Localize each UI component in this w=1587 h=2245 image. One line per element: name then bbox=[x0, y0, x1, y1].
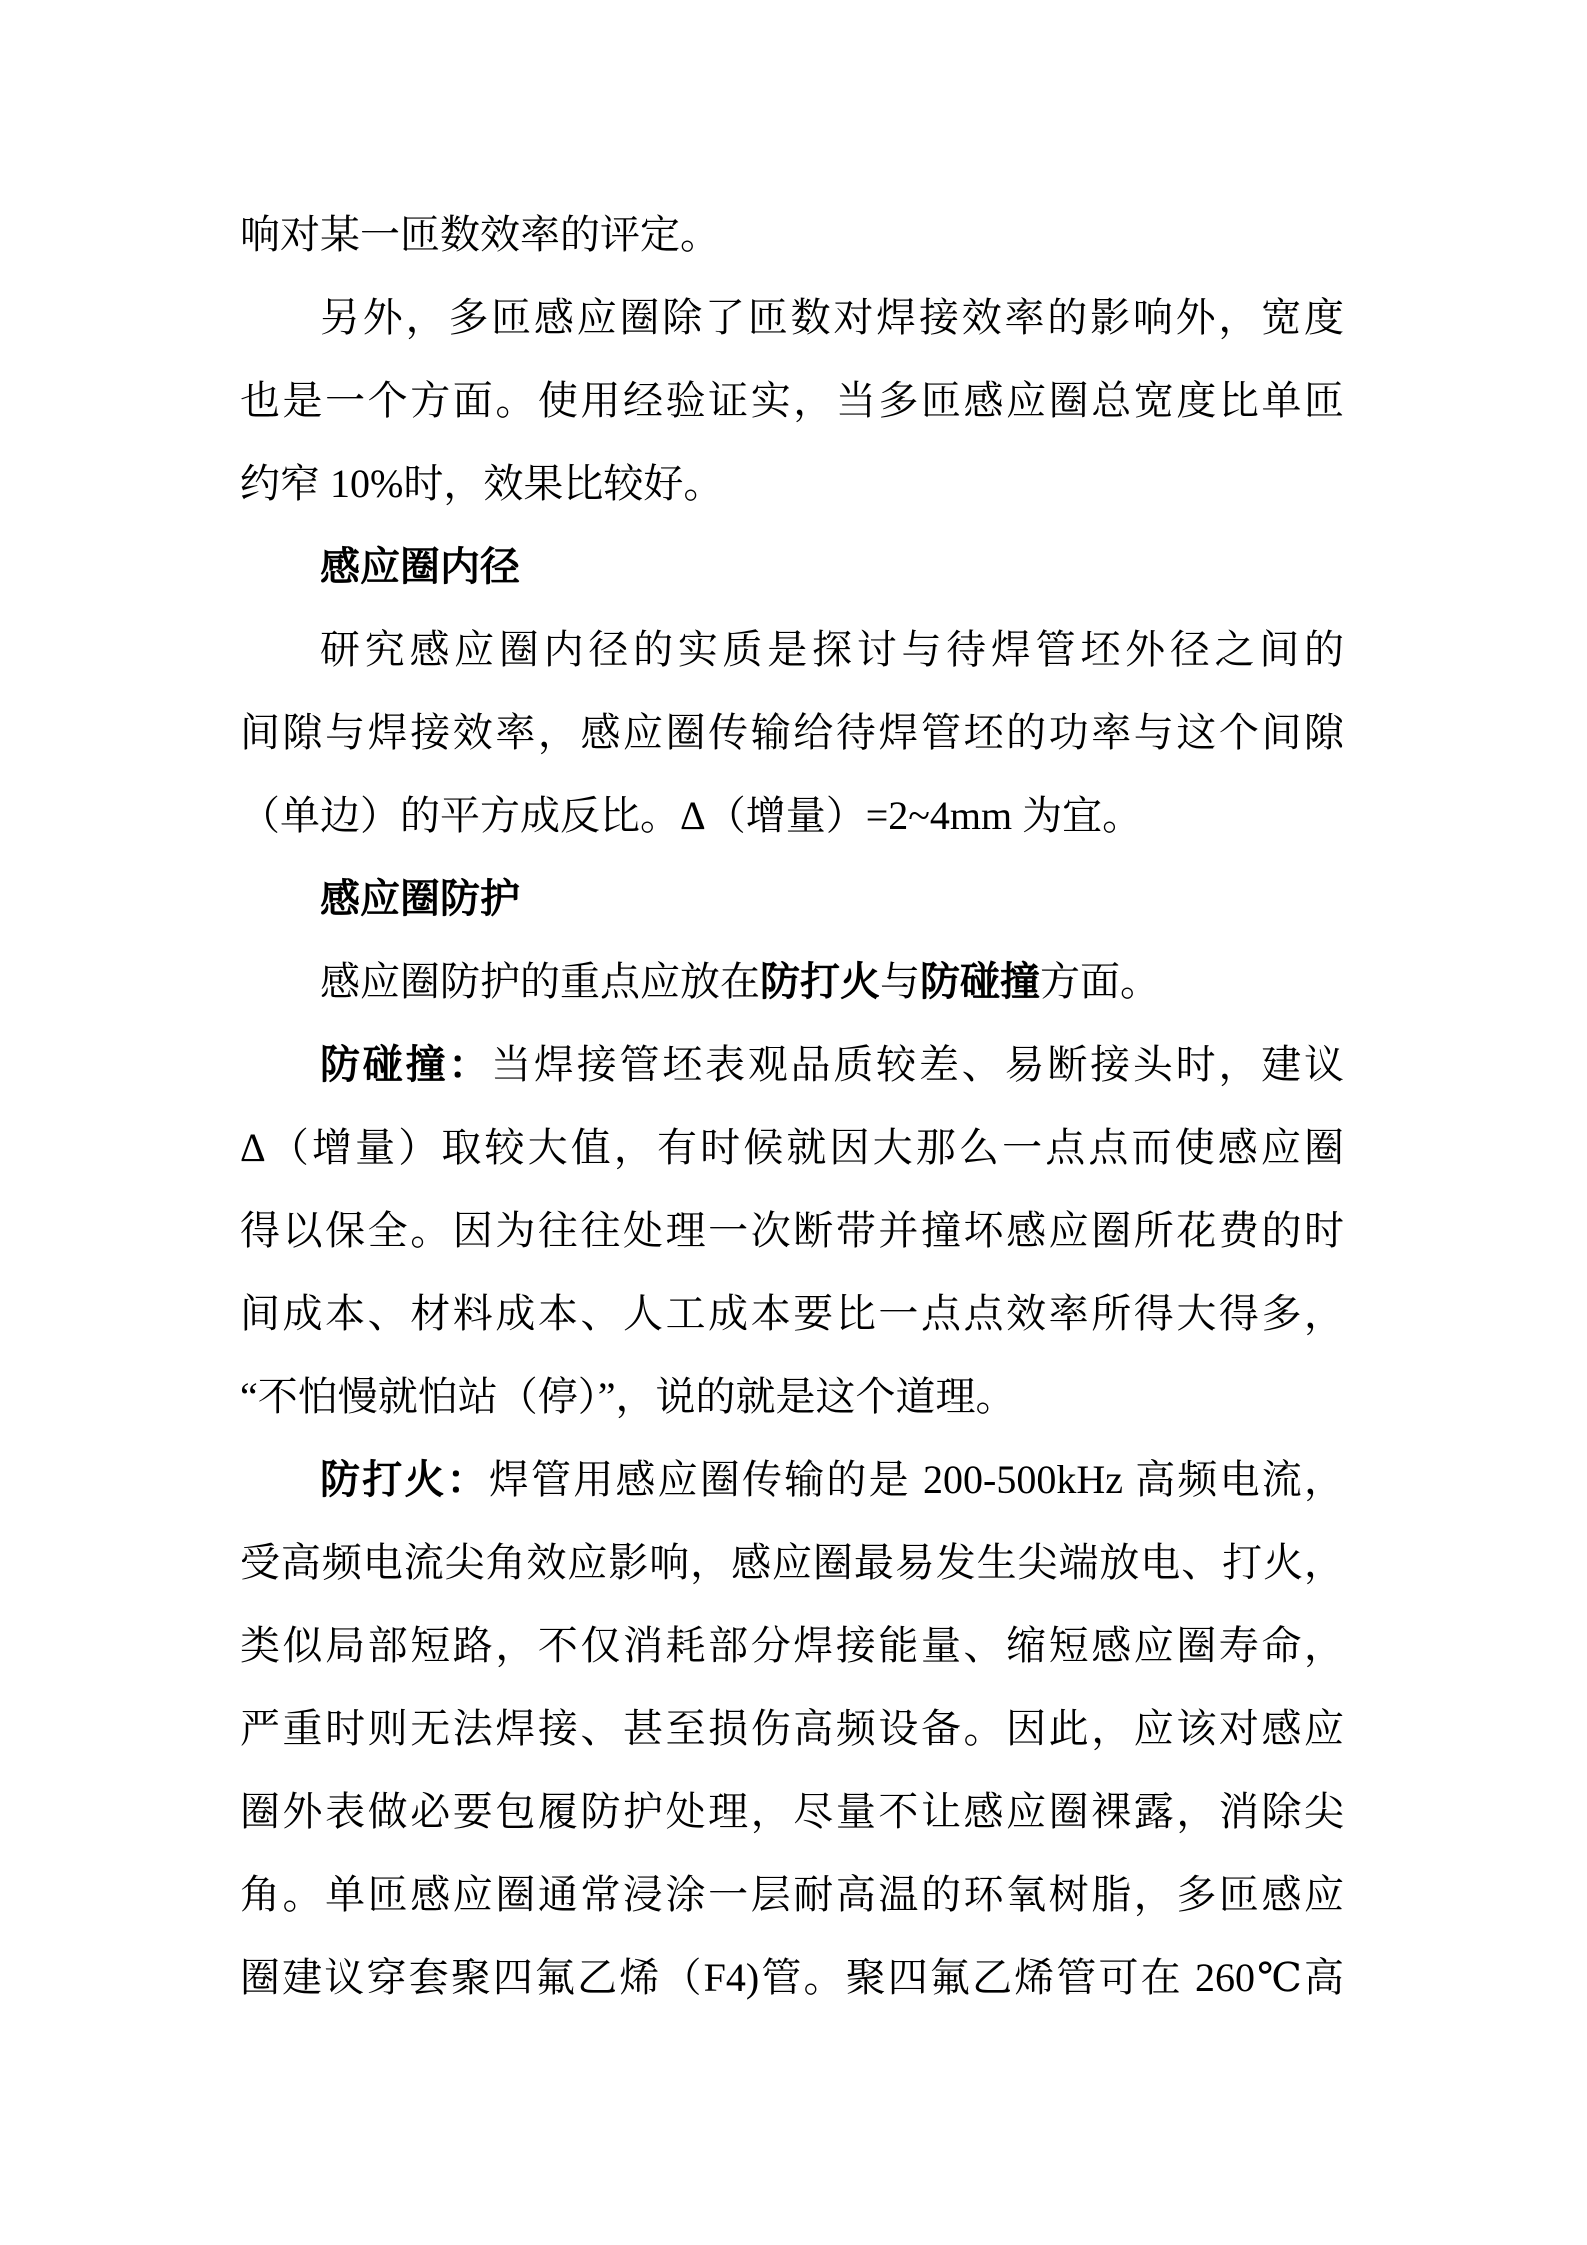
text-line bbox=[240, 857, 1344, 940]
text-line bbox=[240, 1189, 1344, 1272]
text-line bbox=[240, 359, 1344, 442]
text-line bbox=[240, 1687, 1344, 1770]
bold-text-run: 防碰撞： bbox=[320, 1042, 492, 1087]
text-run: “不怕慢就怕站（停）”，说的就是这个道理。 bbox=[240, 1374, 1016, 1419]
text-run: 间成本、材料成本、人工成本要比一点点效率所得大得多， bbox=[240, 1291, 1344, 1336]
text-run: 当焊接管坯表观品质较差、易断接头时，建议 bbox=[491, 1042, 1344, 1087]
text-run: 类似局部短路，不仅消耗部分焊接能量、缩短感应圈寿命， bbox=[240, 1623, 1344, 1668]
text-run: 圈外表做必要包履防护处理，尽量不让感应圈裸露，消除尖 bbox=[240, 1789, 1344, 1834]
text-run: 约窄 10%时，效果比较好。 bbox=[240, 461, 724, 506]
text-run: Δ（增量）取较大值，有时候就因大那么一点点而使感应圈 bbox=[240, 1125, 1344, 1170]
bold-text-run: 感应圈内径 bbox=[320, 544, 520, 589]
text-line bbox=[240, 1853, 1344, 1936]
document-body bbox=[240, 193, 1344, 2019]
text-run: 响对某一匝数效率的评定。 bbox=[240, 212, 720, 257]
text-line bbox=[240, 1604, 1344, 1687]
text-run: 另外，多匝感应圈除了匝数对焊接效率的影响外，宽度 bbox=[320, 295, 1344, 340]
text-run: 焊管用感应圈传输的是 200-500kHz 高频电流， bbox=[488, 1457, 1344, 1502]
text-run: 方面。 bbox=[1040, 959, 1160, 1004]
text-run: 角。单匝感应圈通常浸涂一层耐高温的环氧树脂，多匝感应 bbox=[240, 1872, 1344, 1917]
text-line bbox=[240, 1355, 1344, 1438]
bold-text-run: 感应圈防护 bbox=[320, 876, 520, 921]
text-line bbox=[240, 1438, 1344, 1521]
text-line bbox=[240, 1272, 1344, 1355]
text-run: 与 bbox=[880, 959, 920, 1004]
text-line bbox=[240, 1106, 1344, 1189]
text-run: （单边）的平方成反比。Δ（增量）=2~4mm 为宜。 bbox=[240, 793, 1143, 838]
bold-text-run: 防打火： bbox=[320, 1457, 489, 1502]
text-run: 研究感应圈内径的实质是探讨与待焊管坯外径之间的 bbox=[320, 627, 1344, 672]
text-line bbox=[240, 525, 1344, 608]
text-line bbox=[240, 442, 1344, 525]
text-run: 感应圈防护的重点应放在 bbox=[320, 959, 760, 1004]
text-line bbox=[240, 608, 1344, 691]
text-line bbox=[240, 1770, 1344, 1853]
bold-text-run: 防打火 bbox=[760, 959, 880, 1004]
text-line bbox=[240, 1521, 1344, 1604]
text-run: 严重时则无法焊接、甚至损伤高频设备。因此，应该对感应 bbox=[240, 1706, 1344, 1751]
text-run: 受高频电流尖角效应影响，感应圈最易发生尖端放电、打火， bbox=[240, 1540, 1344, 1585]
text-line bbox=[240, 1936, 1344, 2019]
text-run: 间隙与焊接效率，感应圈传输给待焊管坯的功率与这个间隙 bbox=[240, 710, 1344, 755]
text-run: 圈建议穿套聚四氟乙烯（F4)管。聚四氟乙烯管可在 260℃高 bbox=[240, 1955, 1344, 2000]
text-line bbox=[240, 276, 1344, 359]
text-line bbox=[240, 1023, 1344, 1106]
text-line bbox=[240, 193, 1344, 276]
text-run: 得以保全。因为往往处理一次断带并撞坏感应圈所花费的时 bbox=[240, 1208, 1344, 1253]
text-line bbox=[240, 940, 1344, 1023]
bold-text-run: 防碰撞 bbox=[920, 959, 1040, 1004]
text-run: 也是一个方面。使用经验证实，当多匝感应圈总宽度比单匝 bbox=[240, 378, 1344, 423]
text-line bbox=[240, 691, 1344, 774]
text-line bbox=[240, 774, 1344, 857]
